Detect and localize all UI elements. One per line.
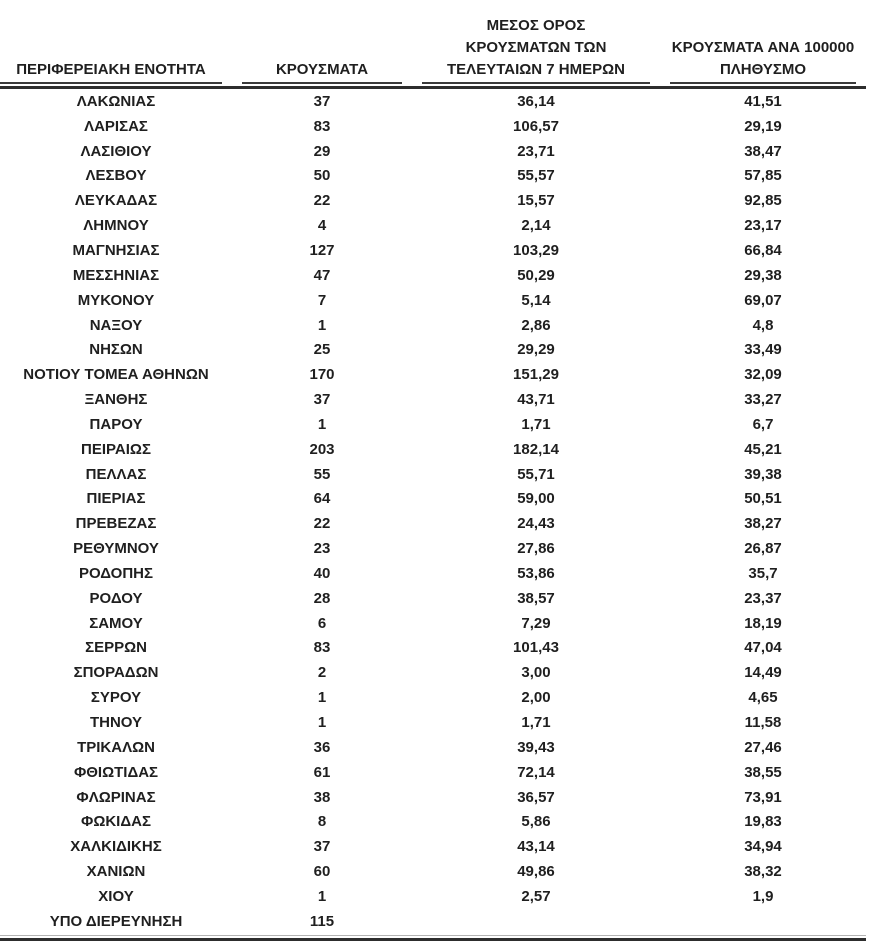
cell-regional-unit: ΧΑΛΚΙΔΙΚΗΣ [70, 838, 162, 856]
cell-regional-unit: ΣΕΡΡΩΝ [85, 639, 147, 657]
cell-cases: 55 [313, 465, 331, 483]
table-bottom-border-thin [0, 935, 866, 936]
table-row [0, 636, 866, 661]
cell-cases: 83 [313, 117, 331, 135]
cell-regional-unit: ΛΑΡΙΣΑΣ [84, 117, 148, 135]
table-row [0, 213, 866, 238]
table-row [0, 685, 866, 710]
cell-per-100k: 4,65 [748, 689, 778, 707]
cell-cases: 38 [313, 788, 331, 806]
cell-7day-average: 2,14 [521, 217, 551, 235]
cell-per-100k: 4,8 [752, 316, 774, 334]
column-header-label: ΚΡΟΥΣΜΑΤΑ [275, 61, 369, 78]
table-row [0, 89, 866, 114]
cell-cases: 1 [317, 887, 327, 905]
cell-cases: 60 [313, 863, 331, 881]
cell-cases: 50 [313, 167, 331, 185]
cell-7day-average: 29,29 [517, 341, 555, 359]
cell-7day-average: 5,14 [521, 291, 551, 309]
cell-cases: 22 [313, 515, 331, 533]
cell-7day-average: 2,00 [521, 689, 551, 707]
cell-regional-unit: ΠΕΛΛΑΣ [85, 465, 147, 483]
cell-cases: 8 [317, 813, 327, 831]
cell-7day-average: 24,43 [517, 515, 555, 533]
cell-regional-unit: ΛΑΚΩΝΙΑΣ [76, 92, 156, 110]
cell-per-100k: 66,84 [744, 241, 782, 259]
cell-regional-unit: ΞΑΝΘΗΣ [84, 391, 148, 409]
table-row [0, 785, 866, 810]
table-row [0, 412, 866, 437]
column-header-label: ΠΕΡΙΦΕΡΕΙΑΚΗ ΕΝΟΤΗΤΑ [16, 61, 206, 78]
table-row [0, 288, 866, 313]
column-header-7day-average [422, 15, 650, 84]
cell-7day-average: 3,00 [521, 664, 551, 682]
cell-cases: 28 [313, 589, 331, 607]
cell-per-100k: 69,07 [744, 291, 782, 309]
table-row [0, 859, 866, 884]
cell-7day-average: 38,57 [517, 589, 555, 607]
cell-7day-average: 23,71 [517, 142, 555, 160]
cell-regional-unit: ΠΡΕΒΕΖΑΣ [75, 515, 157, 533]
table-row [0, 660, 866, 685]
table-bottom-border-thick [0, 938, 866, 941]
table-row [0, 561, 866, 586]
cell-cases: 47 [313, 266, 331, 284]
cell-per-100k: 18,19 [744, 614, 782, 632]
cell-cases: 1 [317, 415, 327, 433]
cell-regional-unit: ΜΕΣΣΗΝΙΑΣ [72, 266, 160, 284]
table-row [0, 164, 866, 189]
table-row [0, 586, 866, 611]
cell-regional-unit: ΠΙΕΡΙΑΣ [86, 490, 146, 508]
cell-regional-unit: ΥΠΟ ΔΙΕΡΕΥΝΗΣΗ [49, 912, 183, 930]
cell-7day-average: 50,29 [517, 266, 555, 284]
column-header-label: ΚΡΟΥΣΜΑΤΑ ΑΝΑ 100000 ΠΛΗΘΥΣΜΟ [671, 39, 855, 78]
cell-7day-average: 36,14 [517, 92, 555, 110]
table-row [0, 710, 866, 735]
cell-cases: 61 [313, 763, 331, 781]
cell-per-100k: 38,32 [744, 863, 782, 881]
table-row [0, 611, 866, 636]
cell-per-100k: 33,49 [744, 341, 782, 359]
cell-regional-unit: ΧΙΟΥ [98, 887, 134, 905]
cell-7day-average: 15,57 [517, 192, 555, 210]
cell-per-100k: 38,27 [744, 515, 782, 533]
cell-per-100k: 33,27 [744, 391, 782, 409]
table-header-row [0, 0, 866, 84]
cell-per-100k: 23,37 [744, 589, 782, 607]
cell-per-100k: 57,85 [744, 167, 782, 185]
cell-cases: 29 [313, 142, 331, 160]
cell-cases: 6 [317, 614, 327, 632]
cell-per-100k: 92,85 [744, 192, 782, 210]
cell-7day-average: 59,00 [517, 490, 555, 508]
table-row [0, 909, 866, 934]
table-row [0, 387, 866, 412]
cell-per-100k: 50,51 [744, 490, 782, 508]
cell-regional-unit: ΛΕΥΚΑΔΑΣ [74, 192, 158, 210]
cell-regional-unit: ΤΗΝΟΥ [89, 714, 143, 732]
cell-cases: 1 [317, 316, 327, 334]
cell-cases: 83 [313, 639, 331, 657]
cell-7day-average: 151,29 [513, 366, 559, 384]
cell-cases: 7 [317, 291, 327, 309]
cell-7day-average: 72,14 [517, 763, 555, 781]
cell-regional-unit: ΤΡΙΚΑΛΩΝ [77, 738, 155, 756]
cell-regional-unit: ΝΟΤΙΟΥ ΤΟΜΕΑ ΑΘΗΝΩΝ [23, 366, 209, 384]
cell-cases: 64 [313, 490, 331, 508]
table-row [0, 437, 866, 462]
cell-per-100k: 29,19 [744, 117, 782, 135]
cell-7day-average: 7,29 [521, 614, 551, 632]
cell-7day-average: 101,43 [513, 639, 559, 657]
cell-cases: 4 [317, 217, 327, 235]
cell-cases: 22 [313, 192, 331, 210]
cell-7day-average: 36,57 [517, 788, 555, 806]
cell-regional-unit: ΦΩΚΙΔΑΣ [81, 813, 151, 831]
cell-regional-unit: ΛΑΣΙΘΙΟΥ [80, 142, 152, 160]
cell-cases: 25 [313, 341, 331, 359]
table-row [0, 462, 866, 487]
cell-regional-unit: ΛΕΣΒΟΥ [85, 167, 147, 185]
cell-cases: 203 [309, 440, 335, 458]
table-row [0, 735, 866, 760]
cell-7day-average: 2,86 [521, 316, 551, 334]
cell-regional-unit: ΠΑΡΟΥ [89, 415, 143, 433]
cell-cases: 36 [313, 738, 331, 756]
cell-regional-unit: ΣΑΜΟΥ [89, 614, 143, 632]
cell-regional-unit: ΦΘΙΩΤΙΔΑΣ [73, 763, 159, 781]
table-row [0, 313, 866, 338]
cell-regional-unit: ΡΟΔΟΠΗΣ [79, 564, 153, 582]
table-row [0, 511, 866, 536]
column-header-label: ΜΕΣΟΣ ΟΡΟΣ ΚΡΟΥΣΜΑΤΩΝ ΤΩΝ ΤΕΛΕΥΤΑΙΩΝ 7 ΗΜΕΡΩΝ [447, 17, 625, 78]
cell-regional-unit: ΜΑΓΝΗΣΙΑΣ [72, 241, 160, 259]
cell-cases: 37 [313, 92, 331, 110]
cell-per-100k: 6,7 [752, 415, 774, 433]
cell-per-100k: 35,7 [748, 564, 778, 582]
cell-cases: 1 [317, 714, 327, 732]
cell-7day-average: 106,57 [513, 117, 559, 135]
cell-7day-average: 27,86 [517, 540, 555, 558]
cell-per-100k: 39,38 [744, 465, 782, 483]
cell-per-100k: 45,21 [744, 440, 782, 458]
cell-regional-unit: ΜΥΚΟΝΟΥ [77, 291, 155, 309]
cell-per-100k: 19,83 [744, 813, 782, 831]
table-row [0, 536, 866, 561]
cell-7day-average: 1,71 [521, 714, 551, 732]
table-row [0, 362, 866, 387]
cell-cases: 115 [309, 912, 335, 930]
cell-regional-unit: ΣΠΟΡΑΔΩΝ [73, 664, 159, 682]
cell-cases: 23 [313, 540, 331, 558]
cell-per-100k: 38,55 [744, 763, 782, 781]
table-row [0, 188, 866, 213]
table-row [0, 238, 866, 263]
cell-regional-unit: ΠΕΙΡΑΙΩΣ [81, 440, 151, 458]
cell-per-100k: 29,38 [744, 266, 782, 284]
column-header-cases [242, 59, 402, 84]
cell-per-100k: 23,17 [744, 217, 782, 235]
cell-cases: 37 [313, 391, 331, 409]
cell-7day-average: 43,71 [517, 391, 555, 409]
cell-per-100k: 14,49 [744, 664, 782, 682]
cell-7day-average: 39,43 [517, 738, 555, 756]
cell-per-100k: 41,51 [744, 92, 782, 110]
cell-cases: 1 [317, 689, 327, 707]
cell-regional-unit: ΝΑΞΟΥ [89, 316, 143, 334]
table-row [0, 760, 866, 785]
cell-7day-average: 182,14 [513, 440, 559, 458]
column-header-per-100k [670, 37, 856, 84]
cell-regional-unit: ΛΗΜΝΟΥ [83, 217, 149, 235]
cell-7day-average: 55,71 [517, 465, 555, 483]
table-body [0, 89, 866, 934]
cell-7day-average: 49,86 [517, 863, 555, 881]
cell-regional-unit: ΝΗΣΩΝ [89, 341, 143, 359]
cell-regional-unit: ΧΑΝΙΩΝ [86, 863, 146, 881]
cell-regional-unit: ΡΟΔΟΥ [89, 589, 143, 607]
column-header-regional-unit [0, 59, 222, 84]
cell-cases: 127 [309, 241, 335, 259]
table-row [0, 834, 866, 859]
table-row [0, 884, 866, 909]
cell-cases: 40 [313, 564, 331, 582]
cell-7day-average: 55,57 [517, 167, 555, 185]
cell-7day-average: 2,57 [521, 887, 551, 905]
cell-7day-average: 53,86 [517, 564, 555, 582]
cell-regional-unit: ΡΕΘΥΜΝΟΥ [73, 540, 159, 558]
table-row [0, 139, 866, 164]
table-row [0, 337, 866, 362]
cell-per-100k: 32,09 [744, 366, 782, 384]
table-row [0, 809, 866, 834]
cell-per-100k: 27,46 [744, 738, 782, 756]
cell-per-100k: 38,47 [744, 142, 782, 160]
table-row [0, 487, 866, 512]
cell-regional-unit: ΦΛΩΡΙΝΑΣ [76, 788, 156, 806]
cell-per-100k: 73,91 [744, 788, 782, 806]
cell-cases: 2 [317, 664, 327, 682]
cell-cases: 170 [309, 366, 335, 384]
cell-7day-average: 1,71 [521, 415, 551, 433]
cell-per-100k: 34,94 [744, 838, 782, 856]
cell-7day-average: 43,14 [517, 838, 555, 856]
table-row [0, 263, 866, 288]
cell-regional-unit: ΣΥΡΟΥ [90, 689, 142, 707]
cell-7day-average: 103,29 [513, 241, 559, 259]
cell-per-100k: 11,58 [744, 714, 782, 732]
cell-cases: 37 [313, 838, 331, 856]
cell-per-100k: 1,9 [752, 887, 774, 905]
table-row [0, 114, 866, 139]
cell-per-100k: 26,87 [744, 540, 782, 558]
cell-7day-average: 5,86 [521, 813, 551, 831]
cell-per-100k: 47,04 [744, 639, 782, 657]
